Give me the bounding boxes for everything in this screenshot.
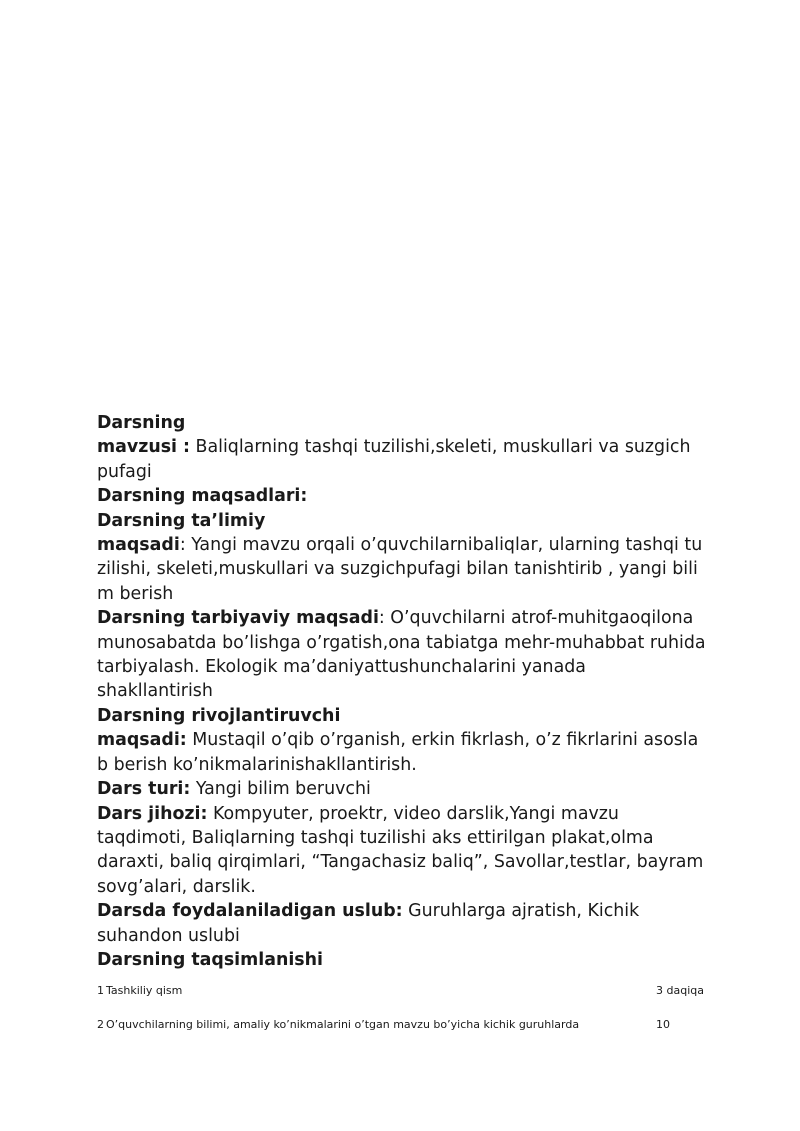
topic-paragraph — [97, 435, 707, 484]
lesson-type-text: Yangi bilim beruvchi — [190, 779, 371, 800]
lesson-type-paragraph — [97, 777, 707, 801]
title: Darsning — [97, 413, 186, 433]
educational-label: maqsadi — [97, 535, 180, 556]
equipment-label: Dars jihozi: — [97, 803, 208, 824]
equipment-text: Kompyuter, proektr, video darslik,Yangi mavzu taqdimoti, Baliqlarning tashqi tuzilishi aks ettirilgan plakat,olma daraxti, baliq qirqimlari, “Tangachasiz baliq”, Savollar,testlar, bayram sovg’alari, darslik. — [97, 803, 704, 897]
educational-paragraph — [97, 533, 707, 606]
row-number: 2 — [97, 1018, 104, 1031]
upbringing-label: Darsning tarbiyaviy maqsadi — [97, 608, 379, 629]
equipment-paragraph — [97, 802, 707, 900]
developmental-heading: Darsning rivojlantiruvchi — [97, 705, 341, 726]
topic-label: mavzusi : — [97, 437, 191, 458]
row-number: 1 — [97, 984, 104, 997]
educational-text: : Yangi mavzu orqali o’quvchilarnibaliqlar, ularning tashqi tuzilishi, skeleti,muskullari va suzgichpufagi bilan tanishtirib , yangi bilim berish — [97, 535, 703, 604]
method-label: Darsda foydalaniladigan uslub: — [97, 901, 403, 922]
topic-text: Baliqlarning tashqi tuzilishi,skeleti, muskullari va suzgich pufagi — [97, 437, 691, 482]
row-time: 10 — [656, 1018, 670, 1031]
row-text: Tashkiliy qism — [106, 984, 183, 997]
distribution-row — [97, 982, 707, 1016]
upbringing-text: : O’quvchilarni atrof-muhitgaoqilona munosabatda bo’lishga o’rgatish,ona tabiatga mehr-muhabbat ruhida tarbiyalash. Ekologik ma’daniyattushunchalarini yanada shakllantirish — [97, 608, 706, 702]
educational-heading: Darsning ta’limiy — [97, 510, 266, 531]
document-body — [97, 411, 707, 972]
method-paragraph — [97, 899, 707, 948]
developmental-text: Mustaqil o’qib o’rganish, erkin fikrlash, o’z fikrlarini asoslab berish ko’nikmalarinishakllantirish. — [97, 730, 699, 775]
distribution-row — [97, 1016, 707, 1050]
developmental-paragraph — [97, 728, 707, 777]
developmental-label: maqsadi: — [97, 730, 187, 751]
row-time: 3 daqiqa — [656, 984, 704, 997]
lesson-type-label: Dars turi: — [97, 779, 191, 800]
goals-heading: Darsning maqsadlari: — [97, 486, 308, 507]
distribution-heading: Darsning taqsimlanishi — [97, 949, 323, 970]
method-text: Guruhlarga ajratish, Kichik suhandon uslubi — [97, 901, 640, 946]
row-text: O’quvchilarning bilimi, amaliy ko’nikmalarini o’tgan mavzu bo’yicha kichik guruhlarda — [106, 1018, 580, 1031]
upbringing-paragraph — [97, 606, 707, 704]
distribution-table — [97, 982, 707, 1050]
